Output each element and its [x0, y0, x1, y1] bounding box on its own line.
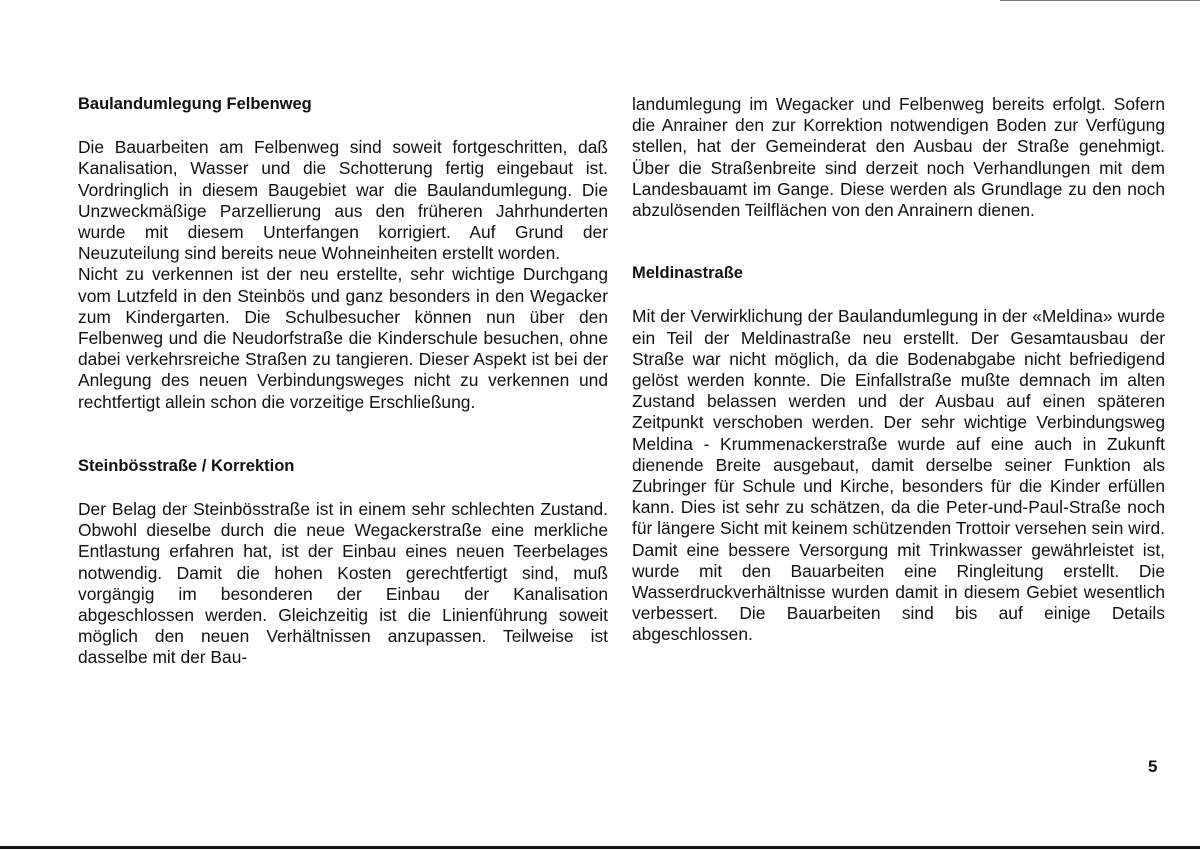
spacer — [78, 477, 608, 499]
spacer — [632, 221, 1165, 263]
heading-steinboesstrasse: Steinbösstraße / Korrektion — [78, 456, 295, 475]
paragraph-felbenweg-2: Nicht zu verkennen ist der neu erstellte, sehr wichtige Durchgang vom Lutzfeld in den Steinbös und ganz besonders in den Wegacker zum Kindergarten. Die Schulbesucher können nun über den Felbenweg und die Neudorfstraße die Kinderschule besuchen, ohne dabei verkehrsreiche Straßen zu tangieren. Dieser Aspekt ist bei der Anlegung des neuen Verbindungsweges nicht zu verkennen und rechtfertigt allein schon die vorzeitige Erschließung. — [78, 264, 608, 412]
heading-meldinastrasse: Meldinastraße — [632, 264, 743, 283]
spacer — [632, 284, 1165, 306]
paragraph-steinboesstrasse-1: Der Belag der Steinbösstraße ist in einem sehr schlechten Zustand. Obwohl dieselbe durch die neue Wegackerstraße eine merkliche Entlastung erfahren hat, ist der Einbau eines neuen Teerbelages notwendig. Damit die hohen Kosten gerechtfertigt sind, muß vorgängig im besonderen der Einbau der Kanalisation abgeschlossen werden. Gleichzeitig ist die Linienführung soweit möglich den neuen Verhältnissen anzupassen. Teilweise ist dasselbe mit der Bau- — [78, 499, 608, 668]
left-column — [78, 94, 608, 669]
page-number: 5 — [1148, 757, 1158, 776]
paragraph-continuation: landumlegung im Wegacker und Felbenweg bereits erfolgt. Sofern die Anrainer den zur Korrektion notwendigen Boden zur Verfügung stellen, hat der Gemeinderat den Ausbau der Straße genehmigt. Über die Straßenbreite sind derzeit noch Verhandlungen mit dem Landesbauamt im Gange. Diese werden als Grundlage zu den noch abzulösenden Teilflächen von den Anrainern dienen. — [632, 94, 1165, 221]
spacer — [78, 413, 608, 456]
paragraph-meldinastrasse-1: Mit der Verwirklichung der Baulandumlegung in der «Meldina» wurde ein Teil der Meldinastraße neu erstellt. Der Gesamtausbau der Straße war nicht möglich, da die Bodenabgabe nicht befriedigend gelöst werden konnte. Die Einfallstraße mußte demnach im alten Zustand belassen werden und der Ausbau auf einen späteren Zeitpunkt verschoben werden. Der sehr wichtige Verbindungsweg Meldina - Krummenackerstraße wurde auf eine auch in Zukunft dienende Breite ausgebaut, damit derselbe seiner Funktion als Zubringer für Schule und Kirche, besonders für die Kinder erfüllen kann. Dies ist sehr zu schätzen, da die Peter-und-Paul-Straße noch für längere Sicht mit keinem schützenden Trottoir versehen sein wird. Damit eine bessere Versorgung mit Trinkwasser gewährleistet ist, wurde mit den Bauarbeiten eine Ringleitung erstellt. Die Wasserdruckverhältnisse wurden damit in diesem Gebiet wesentlich verbessert. Die Bauarbeiten sind bis auf einige Details abgeschlossen. — [632, 306, 1165, 645]
spacer — [78, 115, 608, 137]
right-column — [632, 94, 1165, 646]
paragraph-felbenweg-1: Die Bauarbeiten am Felbenweg sind soweit fortgeschritten, daß Kanalisation, Wasser und die Schotterung fertig eingebaut ist. Vordringlich in diesem Baugebiet war die Baulandumlegung. Die Unzweckmäßige Parzellierung aus den früheren Jahrhunderten wurde mit diesem Unterfangen korrigiert. Auf Grund der Neuzuteilung sind bereits neue Wohneinheiten erstellt worden. — [78, 137, 608, 264]
heading-baulandumlegung-felbenweg: Baulandumlegung Felbenweg — [78, 95, 312, 113]
bottom-edge-rule — [0, 846, 1200, 849]
top-edge-rule — [1000, 0, 1200, 1]
